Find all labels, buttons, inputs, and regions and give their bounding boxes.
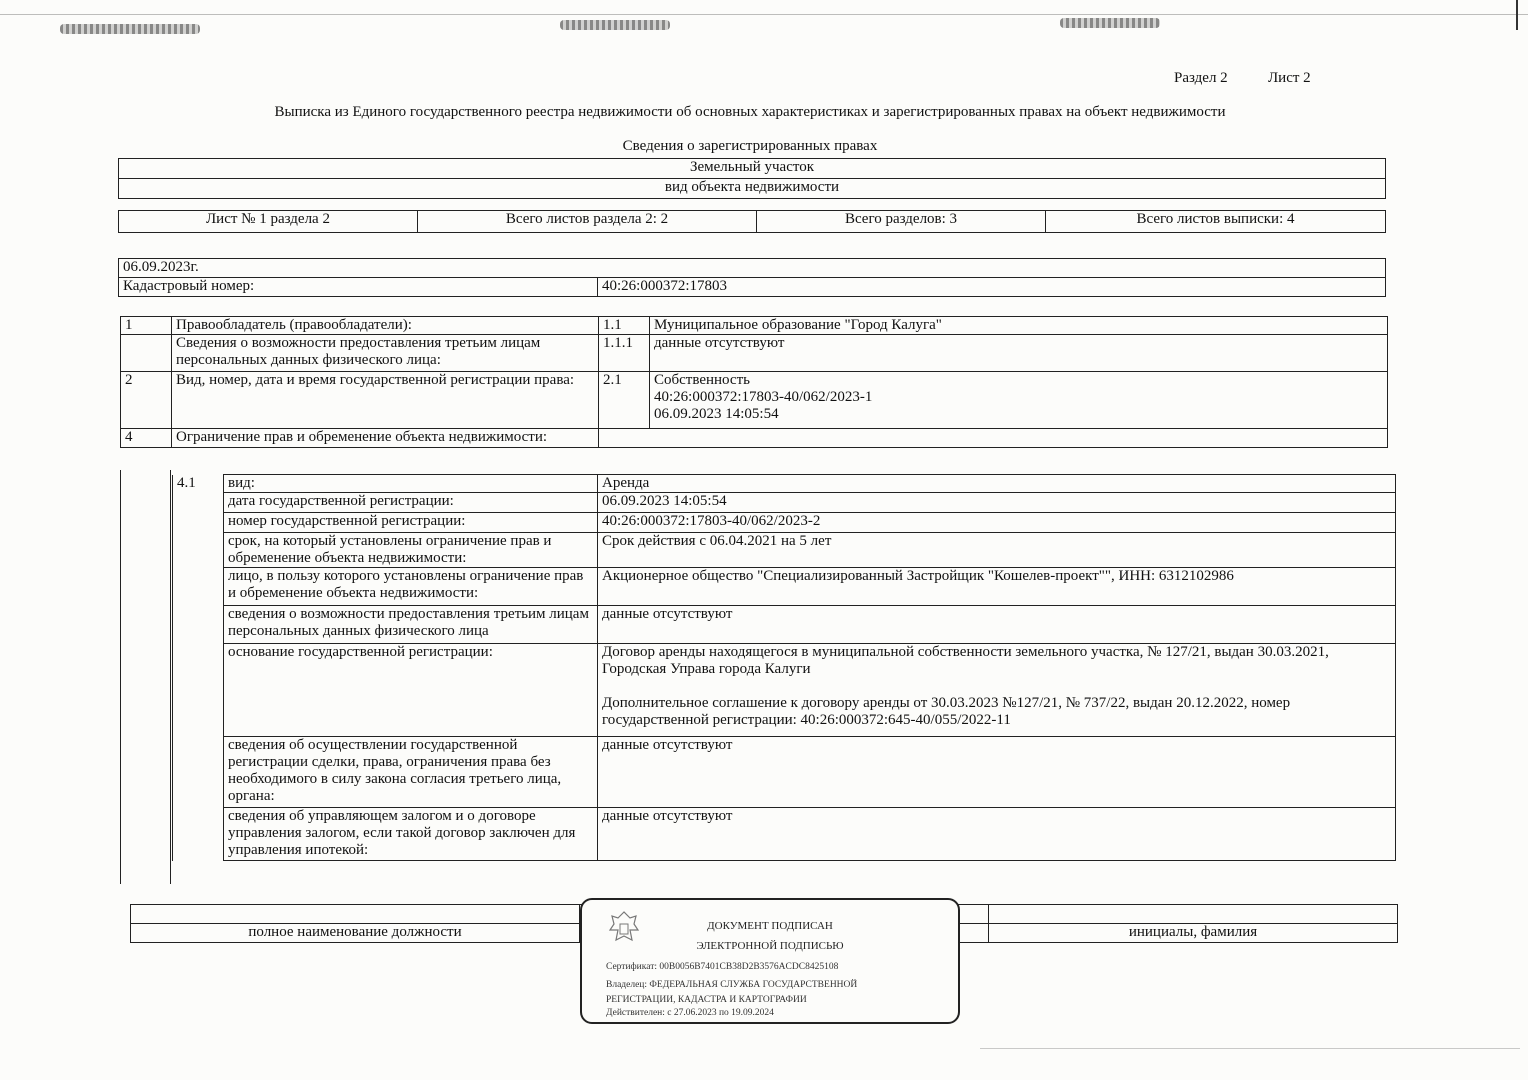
e-signature-stamp bbox=[580, 898, 960, 1024]
row-number-empty bbox=[121, 335, 172, 372]
right-datetime: 06.09.2023 14:05:54 bbox=[654, 406, 779, 422]
scan-line bbox=[0, 14, 1528, 15]
stamp-certificate: Сертификат: 00B0056B7401CB38D2B3576ACDC8425108 bbox=[606, 962, 839, 972]
enc-value: данные отсутствуют bbox=[598, 737, 1396, 808]
sheet-number: Лист № 1 раздела 2 bbox=[119, 211, 418, 233]
extract-date: 06.09.2023г. bbox=[119, 259, 1386, 278]
personal-data-label: Сведения о возможности предоставления третьим лицам персональных данных физического лица: bbox=[172, 335, 599, 372]
stamp-line-1: ДОКУМЕНТ ПОДПИСАН bbox=[707, 920, 833, 932]
enc-label: вид: bbox=[224, 475, 598, 493]
sign-empty bbox=[989, 905, 1398, 924]
encumbrance-heading-empty bbox=[599, 429, 1388, 448]
enc-label: срок, на который установлены ограничение прав и обременение объекта недвижимости: bbox=[224, 533, 598, 568]
row-number: 2 bbox=[121, 372, 172, 429]
row4-number-border bbox=[170, 470, 171, 884]
encumbrance-heading: Ограничение прав и обременение объекта недвижимости: bbox=[172, 429, 599, 448]
row-number: 1 bbox=[121, 317, 172, 335]
stamp-owner-2: РЕГИСТРАЦИИ, КАДАСТРА И КАРТОГРАФИИ bbox=[606, 995, 807, 1005]
row4-left-border bbox=[120, 470, 121, 884]
enc-value: Акционерное общество "Специализированный Застройщик "Кошелев-проект"", ИНН: 6312102986 bbox=[598, 568, 1396, 606]
holder-code: 1.1 bbox=[599, 317, 650, 335]
personal-data-code: 1.1.1 bbox=[599, 335, 650, 372]
enc-label: сведения о возможности предоставления третьим лицам персональных данных физического лица bbox=[224, 606, 598, 644]
basis-supplement: Дополнительное соглашение к договору аренды от 30.03.2023 №127/21, № 737/22, выдан 20.12.2022, номер государственной регистрации: 40:26:000372:645-40/055/2022-11 bbox=[602, 695, 1291, 728]
object-type-label: вид объекта недвижимости bbox=[119, 179, 1386, 199]
sign-empty bbox=[131, 905, 580, 924]
enc-value: данные отсутствуют bbox=[598, 606, 1396, 644]
right-number: 40:26:000372:17803-40/062/2023-1 bbox=[654, 389, 873, 405]
sheets-table bbox=[118, 210, 1386, 233]
registration-code: 2.1 bbox=[599, 372, 650, 429]
stamp-owner-1: Владелец: ФЕДЕРАЛЬНАЯ СЛУЖБА ГОСУДАРСТВЕННОЙ bbox=[606, 980, 858, 990]
basis-contract: Договор аренды находящегося в муниципальной собственности земельного участка, № 127/21, выдан 30.03.2021, Городская Управа города Калуги bbox=[602, 644, 1329, 677]
date-cadastral-table bbox=[118, 258, 1386, 297]
enc-label: лицо, в пользу которого установлены ограничение прав и обременение объекта недвижимости: bbox=[224, 568, 598, 606]
document-subtitle: Сведения о зарегистрированных правах bbox=[622, 138, 878, 154]
object-type-table bbox=[118, 158, 1386, 199]
total-sheets: Всего листов выписки: 4 bbox=[1046, 211, 1386, 233]
registration-value bbox=[650, 372, 1388, 429]
enc-label: сведения об осуществлении государственной регистрации сделки, права, ограничения права без необходимого в силу закона согласия третьего лица, органа: bbox=[224, 737, 598, 808]
enc-value: 40:26:000372:17803-40/062/2023-2 bbox=[598, 513, 1396, 533]
stamp-validity: Действителен: с 27.06.2023 по 19.09.2024 bbox=[606, 1008, 774, 1018]
enc-label: сведения об управляющем залогом и о договоре управления залогом, если такой договор заключен для управления ипотекой: bbox=[224, 808, 598, 861]
sheet-label: Лист 2 bbox=[1268, 70, 1311, 86]
enc-label: номер государственной регистрации: bbox=[224, 513, 598, 533]
enc-value: 06.09.2023 14:05:54 bbox=[598, 493, 1396, 513]
enc-value: Аренда bbox=[598, 475, 1396, 493]
scan-line bbox=[980, 1048, 1520, 1049]
row-number: 4 bbox=[121, 429, 172, 448]
scan-edge bbox=[1508, 0, 1518, 30]
holder-value: Муниципальное образование "Город Калуга" bbox=[650, 317, 1388, 335]
total-section-sheets: Всего листов раздела 2: 2 bbox=[418, 211, 757, 233]
personal-data-value: данные отсутствуют bbox=[650, 335, 1388, 372]
right-type: Собственность bbox=[654, 372, 750, 388]
object-type-value: Земельный участок bbox=[119, 159, 1386, 179]
section-label: Раздел 2 bbox=[1174, 70, 1228, 86]
scan-artifact bbox=[60, 24, 200, 34]
registration-label: Вид, номер, дата и время государственной регистрации права: bbox=[172, 372, 599, 429]
encumbrance-code: 4.1 bbox=[173, 475, 224, 861]
total-sections: Всего разделов: 3 bbox=[757, 211, 1046, 233]
stamp-line-2: ЭЛЕКТРОННОЙ ПОДПИСЬЮ bbox=[696, 940, 844, 952]
holder-label: Правообладатель (правообладатели): bbox=[172, 317, 599, 335]
enc-value: Срок действия с 06.04.2021 на 5 лет bbox=[598, 533, 1396, 568]
name-label: инициалы, фамилия bbox=[989, 924, 1398, 943]
document-title: Выписка из Единого государственного реестра недвижимости об основных характеристиках и зарегистрированных правах на объект недвижимости bbox=[274, 104, 1226, 120]
rights-table bbox=[120, 316, 1388, 448]
enc-value: данные отсутствуют bbox=[598, 808, 1396, 861]
encumbrance-table bbox=[172, 474, 1396, 861]
enc-label: дата государственной регистрации: bbox=[224, 493, 598, 513]
position-label: полное наименование должности bbox=[131, 924, 580, 943]
cadastral-label: Кадастровый номер: bbox=[119, 278, 598, 297]
scan-artifact bbox=[1060, 18, 1160, 28]
enc-label: основание государственной регистрации: bbox=[224, 644, 598, 737]
enc-value bbox=[598, 644, 1396, 737]
cadastral-number: 40:26:000372:17803 bbox=[598, 278, 1386, 297]
scan-artifact bbox=[560, 20, 670, 30]
